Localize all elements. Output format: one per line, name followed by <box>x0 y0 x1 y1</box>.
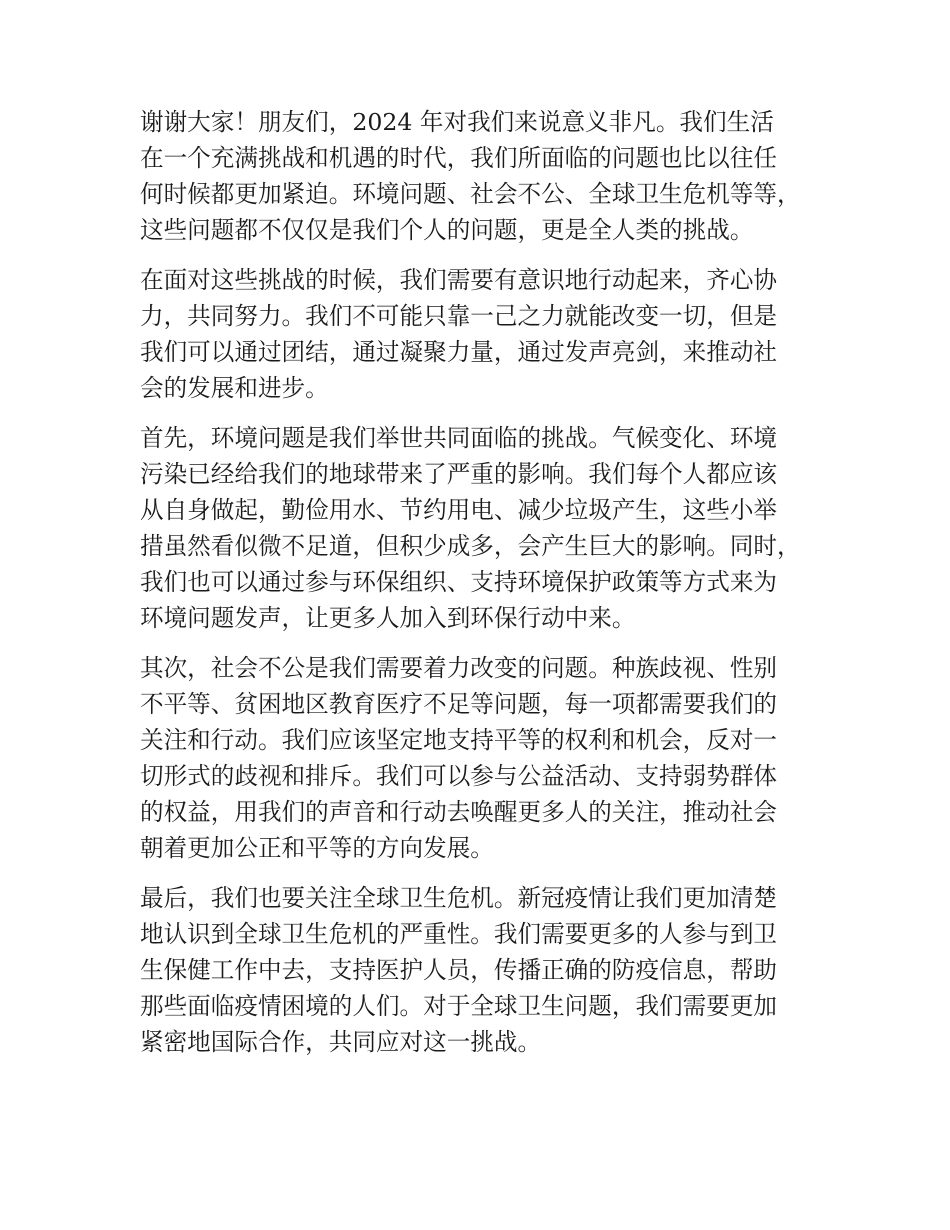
text-line: 这些问题都不仅仅是我们个人的问题，更是全人类的挑战。 <box>140 216 754 244</box>
text-line: 会的发展和进步。 <box>140 374 329 402</box>
text-line: 关注和行动。我们应该坚定地支持平等的权利和机会，反对一 <box>140 726 778 754</box>
text-line: 力，共同努力。我们不可能只靠一己之力就能改变一切，但是 <box>140 302 778 330</box>
text-line: 朝着更加公正和平等的方向发展。 <box>140 834 494 862</box>
text-line: 其次，社会不公是我们需要着力改变的问题。种族歧视、性别 <box>140 654 778 682</box>
text-line: 我们也可以通过参与环保组织、支持环境保护政策等方式来为 <box>140 568 778 596</box>
text-line: 在一个充满挑战和机遇的时代，我们所面临的问题也比以往任 <box>140 144 778 172</box>
text-line: 那些面临疫情困境的人们。对于全球卫生问题，我们需要更加 <box>140 992 778 1020</box>
text-line: 措虽然看似微不足道，但积少成多，会产生巨大的影响。同时， <box>140 532 801 560</box>
paragraph-5 <box>140 880 830 1060</box>
text-line: 首先，环境问题是我们举世共同面临的挑战。气候变化、环境 <box>140 424 778 452</box>
text-line: 我们可以通过团结，通过凝聚力量，通过发声亮剑，来推动社 <box>140 338 778 366</box>
text-line: 紧密地国际合作，共同应对这一挑战。 <box>140 1028 542 1056</box>
paragraph-4 <box>140 650 830 866</box>
paragraph-3 <box>140 420 830 636</box>
text-line: 从自身做起，勤俭用水、节约用电、减少垃圾产生，这些小举 <box>140 496 778 524</box>
paragraph-1 <box>140 104 830 248</box>
text-line: 在面对这些挑战的时候，我们需要有意识地行动起来，齐心协 <box>140 266 778 294</box>
text-line: 不平等、贫困地区教育医疗不足等问题，每一项都需要我们的 <box>140 690 778 718</box>
document-body <box>140 104 830 1074</box>
text-line: 谢谢大家！朋友们，2024 年对我们来说意义非凡。我们生活 <box>140 108 774 136</box>
text-line: 地认识到全球卫生危机的严重性。我们需要更多的人参与到卫 <box>140 920 778 948</box>
text-line: 切形式的歧视和排斥。我们可以参与公益活动、支持弱势群体 <box>140 762 778 790</box>
text-line: 的权益，用我们的声音和行动去唤醒更多人的关注，推动社会 <box>140 798 778 826</box>
paragraph-2 <box>140 262 830 406</box>
text-line: 生保健工作中去，支持医护人员，传播正确的防疫信息，帮助 <box>140 956 778 984</box>
text-line: 污染已经给我们的地球带来了严重的影响。我们每个人都应该 <box>140 460 778 488</box>
text-line: 最后，我们也要关注全球卫生危机。新冠疫情让我们更加清楚 <box>140 884 778 912</box>
text-line: 何时候都更加紧迫。环境问题、社会不公、全球卫生危机等等， <box>140 180 801 208</box>
text-line: 环境问题发声，让更多人加入到环保行动中来。 <box>140 604 636 632</box>
